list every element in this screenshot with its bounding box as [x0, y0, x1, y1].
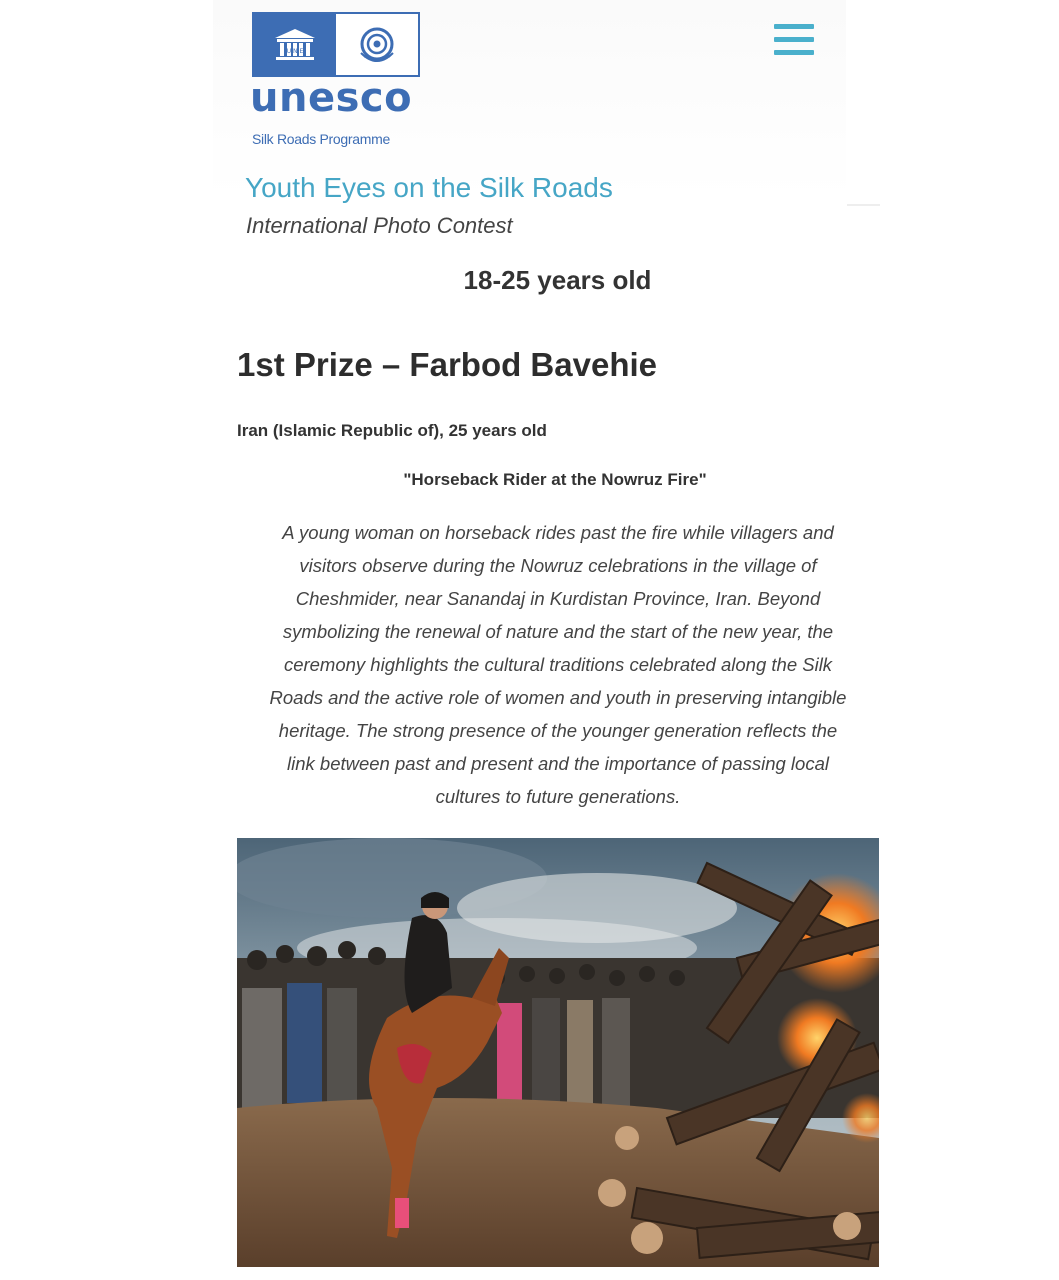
temple-emblem-icon [254, 14, 336, 75]
description-line: ceremony highlights the cultural traditions celebrated along the Silk [283, 654, 833, 675]
prize-title: 1st Prize – Farbod Bavehie [237, 346, 657, 383]
programme-name: Silk Roads Programme [252, 131, 390, 147]
divider [847, 204, 880, 206]
menu-bar [774, 50, 814, 55]
description-line: A young woman on horseback rides past the fire while villagers and [282, 522, 834, 543]
photo-title: "Horseback Rider at the Nowruz Fire" [403, 470, 707, 489]
description-line: symbolizing the renewal of nature and the start of the new year, the [282, 621, 834, 642]
svg-text:U N E: U N E [286, 47, 304, 55]
contest-title[interactable]: Youth Eyes on the Silk Roads [245, 172, 613, 203]
description-line: visitors observe during the Nowruz celebrations in the village of [299, 555, 817, 576]
winning-photo[interactable] [237, 838, 879, 1267]
description-line: Roads and the active role of women and youth in preserving intangible [269, 687, 847, 708]
menu-bar [774, 24, 814, 29]
silk-roads-emblem-icon [336, 14, 418, 75]
menu-bar [774, 37, 814, 42]
description-line: cultures to future generations. [435, 786, 681, 807]
age-group-heading: 18-25 years old [463, 265, 652, 295]
author-meta: Iran (Islamic Republic of), 25 years old [237, 421, 547, 440]
unesco-wordmark: unesco [250, 75, 413, 121]
description-line: Cheshmider, near Sanandaj in Kurdistan Province, Iran. Beyond [295, 588, 821, 609]
contest-subtitle: International Photo Contest [246, 213, 513, 238]
unesco-logo[interactable] [252, 12, 420, 77]
description-line: heritage. The strong presence of the younger generation reflects the [278, 720, 838, 741]
photo-description [240, 516, 876, 813]
description-line: link between past and present and the importance of passing local [287, 753, 829, 774]
hamburger-menu-icon[interactable] [770, 22, 816, 60]
